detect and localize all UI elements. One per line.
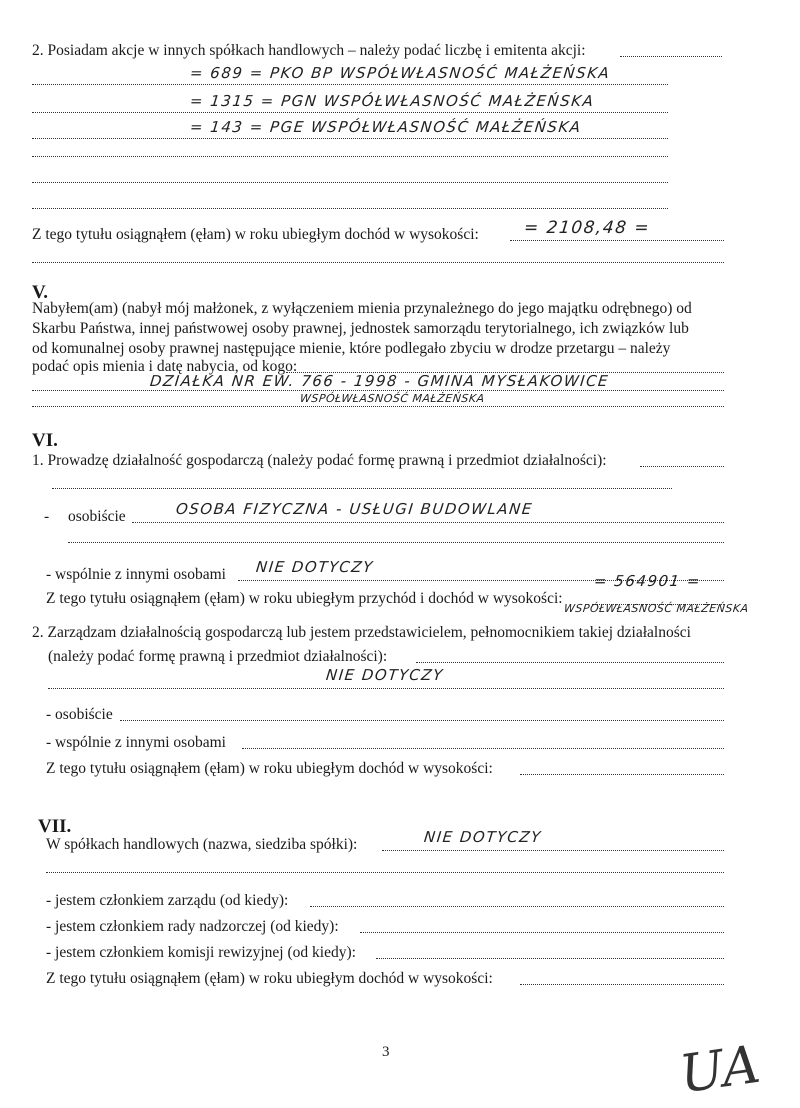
dotted-line [510,240,724,241]
section-5-text-line-3: od komunalnej osoby prawnej następujące mienie, które podlegało zbyciu w drodze przetargu – należy [32,340,671,357]
management-income-label: Z tego tytułu osiągnąłem (ęłam) w roku ubiegłym dochód w wysokości: [46,760,493,777]
page-number: 3 [382,1044,390,1060]
dotted-line [48,688,724,689]
dotted-line [32,138,668,139]
management-value: NIE DOTYCZY [325,666,445,684]
dotted-line [382,850,724,851]
shares-entry-3: = 143 = PGE WSPÓŁWŁASNOŚĆ MAŁŻEŃSKA [189,118,583,136]
dotted-line [120,720,724,721]
supervisory-board-label: - jestem członkiem rady nadzorczej (od kiedy): [46,918,339,935]
dotted-line [520,984,724,985]
shares-entry-1: = 689 = PKO BP WSPÓŁWŁASNOŚĆ MAŁŻEŃSKA [189,64,612,82]
management-jointly-label: - wspólnie z innymi osobami [46,734,226,751]
audit-committee-label: - jestem członkiem komisji rewizyjnej (od kiedy): [46,944,356,961]
section-5-text-line-1: Nabyłem(am) (nabył mój małżonek, z wyłączeniem mienia przynależnego do jego majątku odrębnego) od [32,300,692,317]
dotted-line [242,748,724,749]
business-personal-label: osobiście [68,508,126,525]
dotted-line [376,958,724,959]
companies-income-label: Z tego tytułu osiągnąłem (ęłam) w roku ubiegłym dochód w wysokości: [46,970,493,987]
dotted-line [310,906,724,907]
dotted-line [32,112,668,113]
management-question-line-1: 2. Zarządzam działalnością gospodarczą lub jestem przedstawicielem, pełnomocnikiem takiej działalności [32,624,691,641]
business-income-value: = 564901 = [593,572,702,590]
dotted-line [416,662,724,663]
dotted-line [360,932,724,933]
section-5-heading: V. [32,282,49,303]
business-jointly-value: NIE DOTYCZY [255,558,375,576]
section-7-heading: VII. [38,816,72,837]
dotted-line [620,56,722,57]
initials-signature: UA [676,1034,764,1106]
dotted-line [46,872,724,873]
dotted-line [32,182,668,183]
management-personal-label: - osobiście [46,706,113,723]
section-5-text-line-4: podać opis mienia i datę nabycia, od kogo: [32,358,298,375]
section-5-text-line-2: Skarbu Państwa, innej państwowej osoby prawnej, jednostek samorządu terytorialnego, ich związków lub [32,320,689,337]
section-6-heading: VI. [32,430,58,451]
dotted-line [32,390,724,391]
business-personal-value: OSOBA FIZYCZNA - USŁUGI BUDOWLANE [175,500,534,518]
business-income-label: Z tego tytułu osiągnąłem (ęłam) w roku ubiegłym przychód i dochód w wysokości: [46,590,563,607]
dotted-line [32,262,724,263]
companies-value: NIE DOTYCZY [423,828,543,846]
shares-entry-2: = 1315 = PGN WSPÓŁWŁASNOŚĆ MAŁŻEŃSKA [189,92,596,110]
dotted-line [132,522,724,523]
business-personal-dash: - [44,508,50,525]
board-member-label: - jestem członkiem zarządu (od kiedy): [46,892,289,909]
business-income-note: WSPÓŁWŁASNOŚĆ MAŁŻEŃSKA [563,602,750,615]
dotted-line [32,156,668,157]
shares-question: 2. Posiadam akcje w innych spółkach handlowych – należy podać liczbę i emitenta akcji: [32,42,586,59]
dotted-line [32,84,668,85]
dotted-line [32,406,724,407]
acquired-property-note: WSPÓŁWŁASNOŚĆ MAŁŻEŃSKA [299,392,486,405]
dotted-line [640,466,724,467]
management-question-line-2: (należy podać formę prawną i przedmiot działalności): [48,648,388,665]
dotted-line [68,542,724,543]
companies-label: W spółkach handlowych (nazwa, siedziba spółki): [46,836,358,853]
business-question: 1. Prowadzę działalność gospodarczą (należy podać formę prawną i przedmiot działalności): [32,452,607,469]
acquired-property-description: DZIAŁKA NR EW. 766 - 1998 - GMINA MYSŁAKOWICE [149,372,610,390]
dotted-line [52,488,672,489]
shares-income-value: = 2108,48 = [522,218,652,238]
dotted-line [520,774,724,775]
shares-income-label: Z tego tytułu osiągnąłem (ęłam) w roku ubiegłym dochód w wysokości: [32,226,479,243]
dotted-line [32,208,668,209]
business-jointly-label: - wspólnie z innymi osobami [46,566,226,583]
